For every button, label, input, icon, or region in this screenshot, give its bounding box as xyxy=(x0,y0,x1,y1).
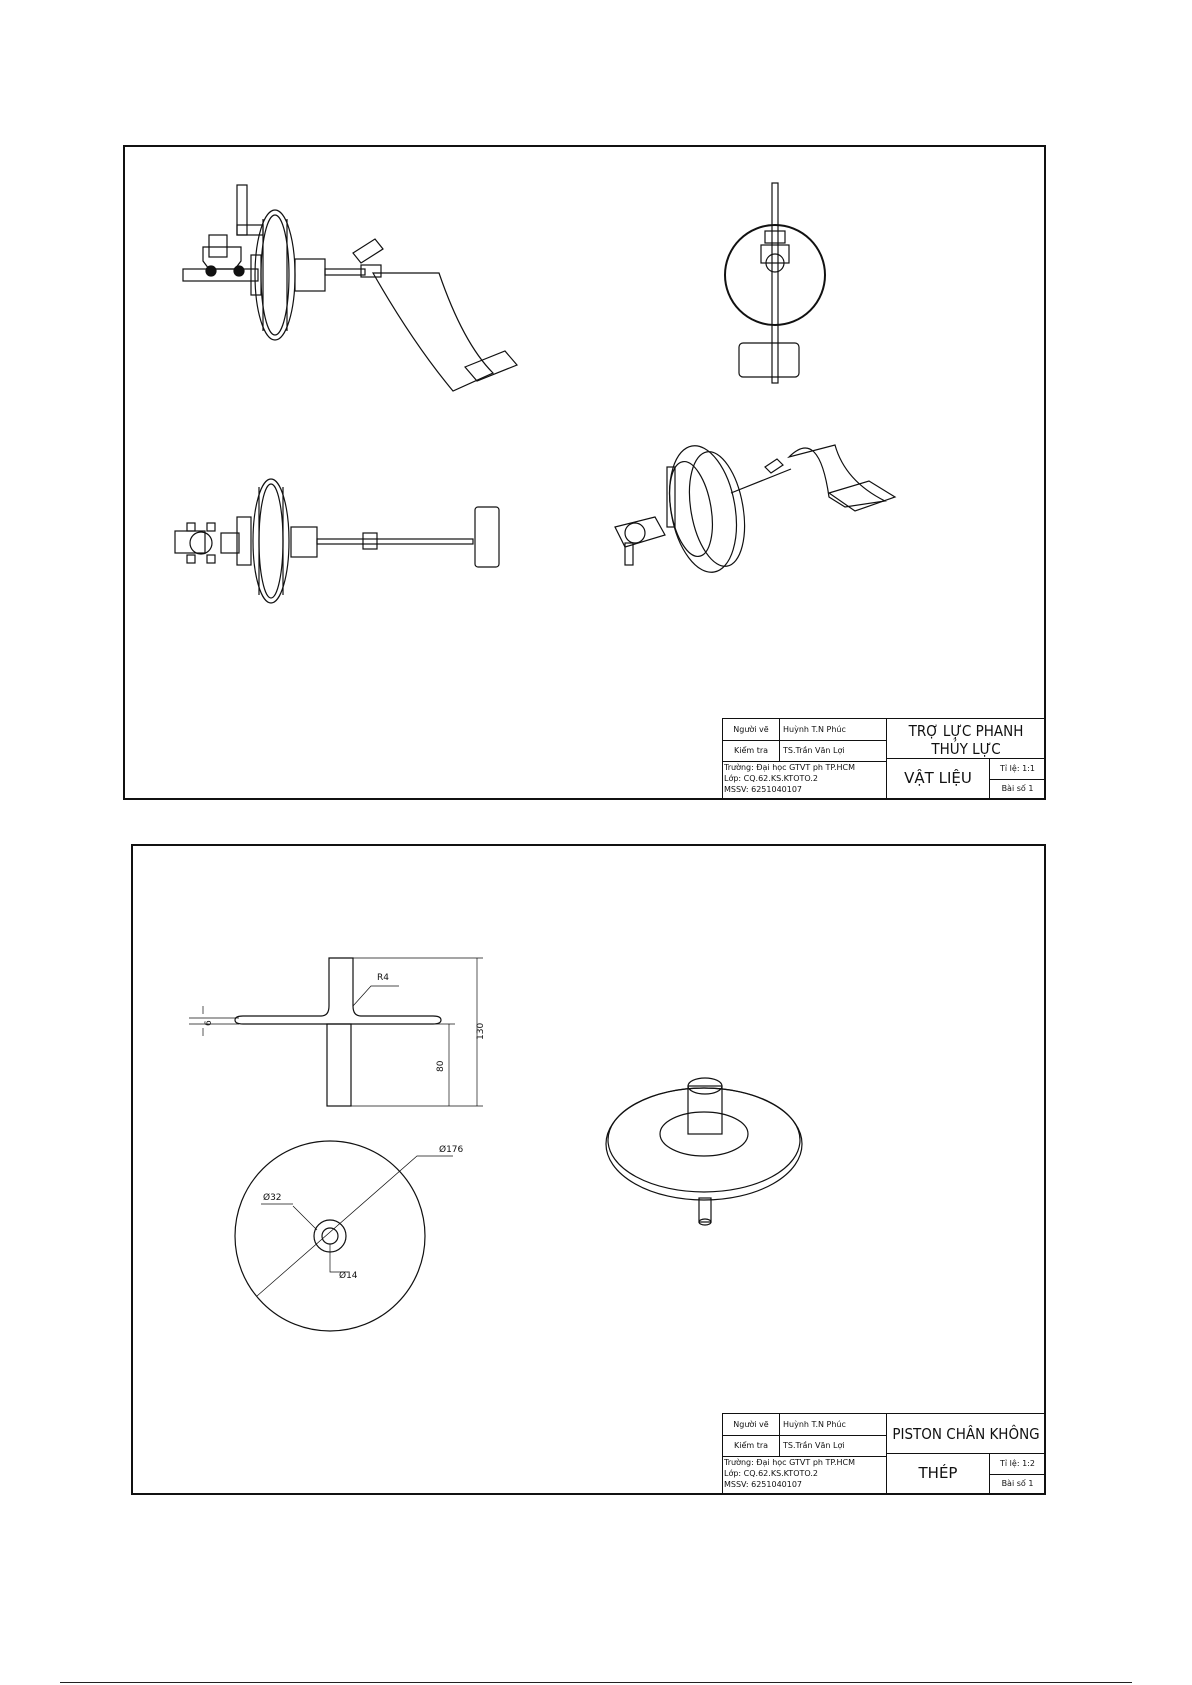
scale-cell: Tỉ lệ: 1:2 xyxy=(990,1454,1045,1475)
checked-by-row xyxy=(723,1435,886,1457)
side-view xyxy=(725,183,825,383)
student-id-text: MSSV: 6251040107 xyxy=(724,1480,803,1489)
drawing-title-line1: PISTON CHÂN KHÔNG xyxy=(892,1425,1040,1443)
front-view xyxy=(183,185,517,391)
drawn-by-value: Huỳnh T.N Phúc xyxy=(783,1420,846,1429)
booster-views-drawing xyxy=(125,147,1045,799)
drawn-by-label: Người vẽ xyxy=(723,719,780,740)
piston-front-dimensions xyxy=(204,973,486,1072)
drawing-title xyxy=(887,1414,1045,1454)
school-text: Trường: Đại học GTVT ph TP.HCM xyxy=(724,1458,856,1467)
class-text: Lớp: CQ.62.KS.KTOTO.2 xyxy=(724,1469,818,1478)
dim-thickness: 6 xyxy=(204,1020,214,1026)
drawing-sheet-vacuum-piston xyxy=(131,844,1046,1495)
isometric-view xyxy=(615,440,895,577)
drawing-title xyxy=(887,719,1045,759)
dim-height-stem: 80 xyxy=(436,1060,446,1072)
title-block xyxy=(722,1413,1045,1494)
student-id-text: MSSV: 6251040107 xyxy=(724,785,803,794)
drawn-by-value: Huỳnh T.N Phúc xyxy=(783,725,846,734)
student-info xyxy=(724,1457,855,1490)
checked-by-value: TS.Trần Văn Lợi xyxy=(783,746,845,755)
title-block-left xyxy=(723,1414,886,1493)
dim-dia-boss: Ø32 xyxy=(263,1193,282,1203)
sheet-number-cell: Bài số 1 xyxy=(1001,1479,1034,1488)
sheet-number-cell: Bài số 1 xyxy=(1001,784,1034,793)
material-cell: VẬT LIỆU xyxy=(887,759,990,798)
drawn-by-row xyxy=(723,719,886,741)
checked-by-row xyxy=(723,740,886,762)
drawn-by-row xyxy=(723,1414,886,1436)
class-text: Lớp: CQ.62.KS.KTOTO.2 xyxy=(724,774,818,783)
title-block-left xyxy=(723,719,886,798)
checked-by-label: Kiểm tra xyxy=(723,1435,780,1456)
title-block-right xyxy=(886,1414,1045,1493)
top-view xyxy=(175,479,499,603)
drawing-title-line2: THỦY LỰC xyxy=(931,740,1001,758)
student-info xyxy=(724,762,855,795)
drawing-title-line1: TRỢ LỰC PHANH xyxy=(908,722,1024,740)
checked-by-value: TS.Trần Văn Lợi xyxy=(783,1441,845,1450)
dim-dia-rod: Ø14 xyxy=(339,1271,358,1281)
checked-by-label: Kiểm tra xyxy=(723,740,780,761)
dim-height-total: 130 xyxy=(476,1022,486,1040)
material-cell: THÉP xyxy=(887,1454,990,1493)
title-block xyxy=(722,718,1045,799)
piston-top-view xyxy=(235,1141,453,1331)
scale-cell: Tỉ lệ: 1:1 xyxy=(990,759,1045,780)
dim-dia-outer: Ø176 xyxy=(439,1145,464,1155)
drawing-sheet-brake-booster xyxy=(123,145,1046,800)
page-footer-rule xyxy=(60,1682,1132,1683)
piston-front-view xyxy=(189,958,483,1106)
piston-top-dimensions xyxy=(263,1144,464,1281)
piston-isometric-view xyxy=(606,1078,802,1225)
dim-r4: R4 xyxy=(377,973,389,983)
piston-views-drawing xyxy=(133,846,1045,1494)
title-block-right xyxy=(886,719,1045,798)
school-text: Trường: Đại học GTVT ph TP.HCM xyxy=(724,763,856,772)
drawn-by-label: Người vẽ xyxy=(723,1414,780,1435)
